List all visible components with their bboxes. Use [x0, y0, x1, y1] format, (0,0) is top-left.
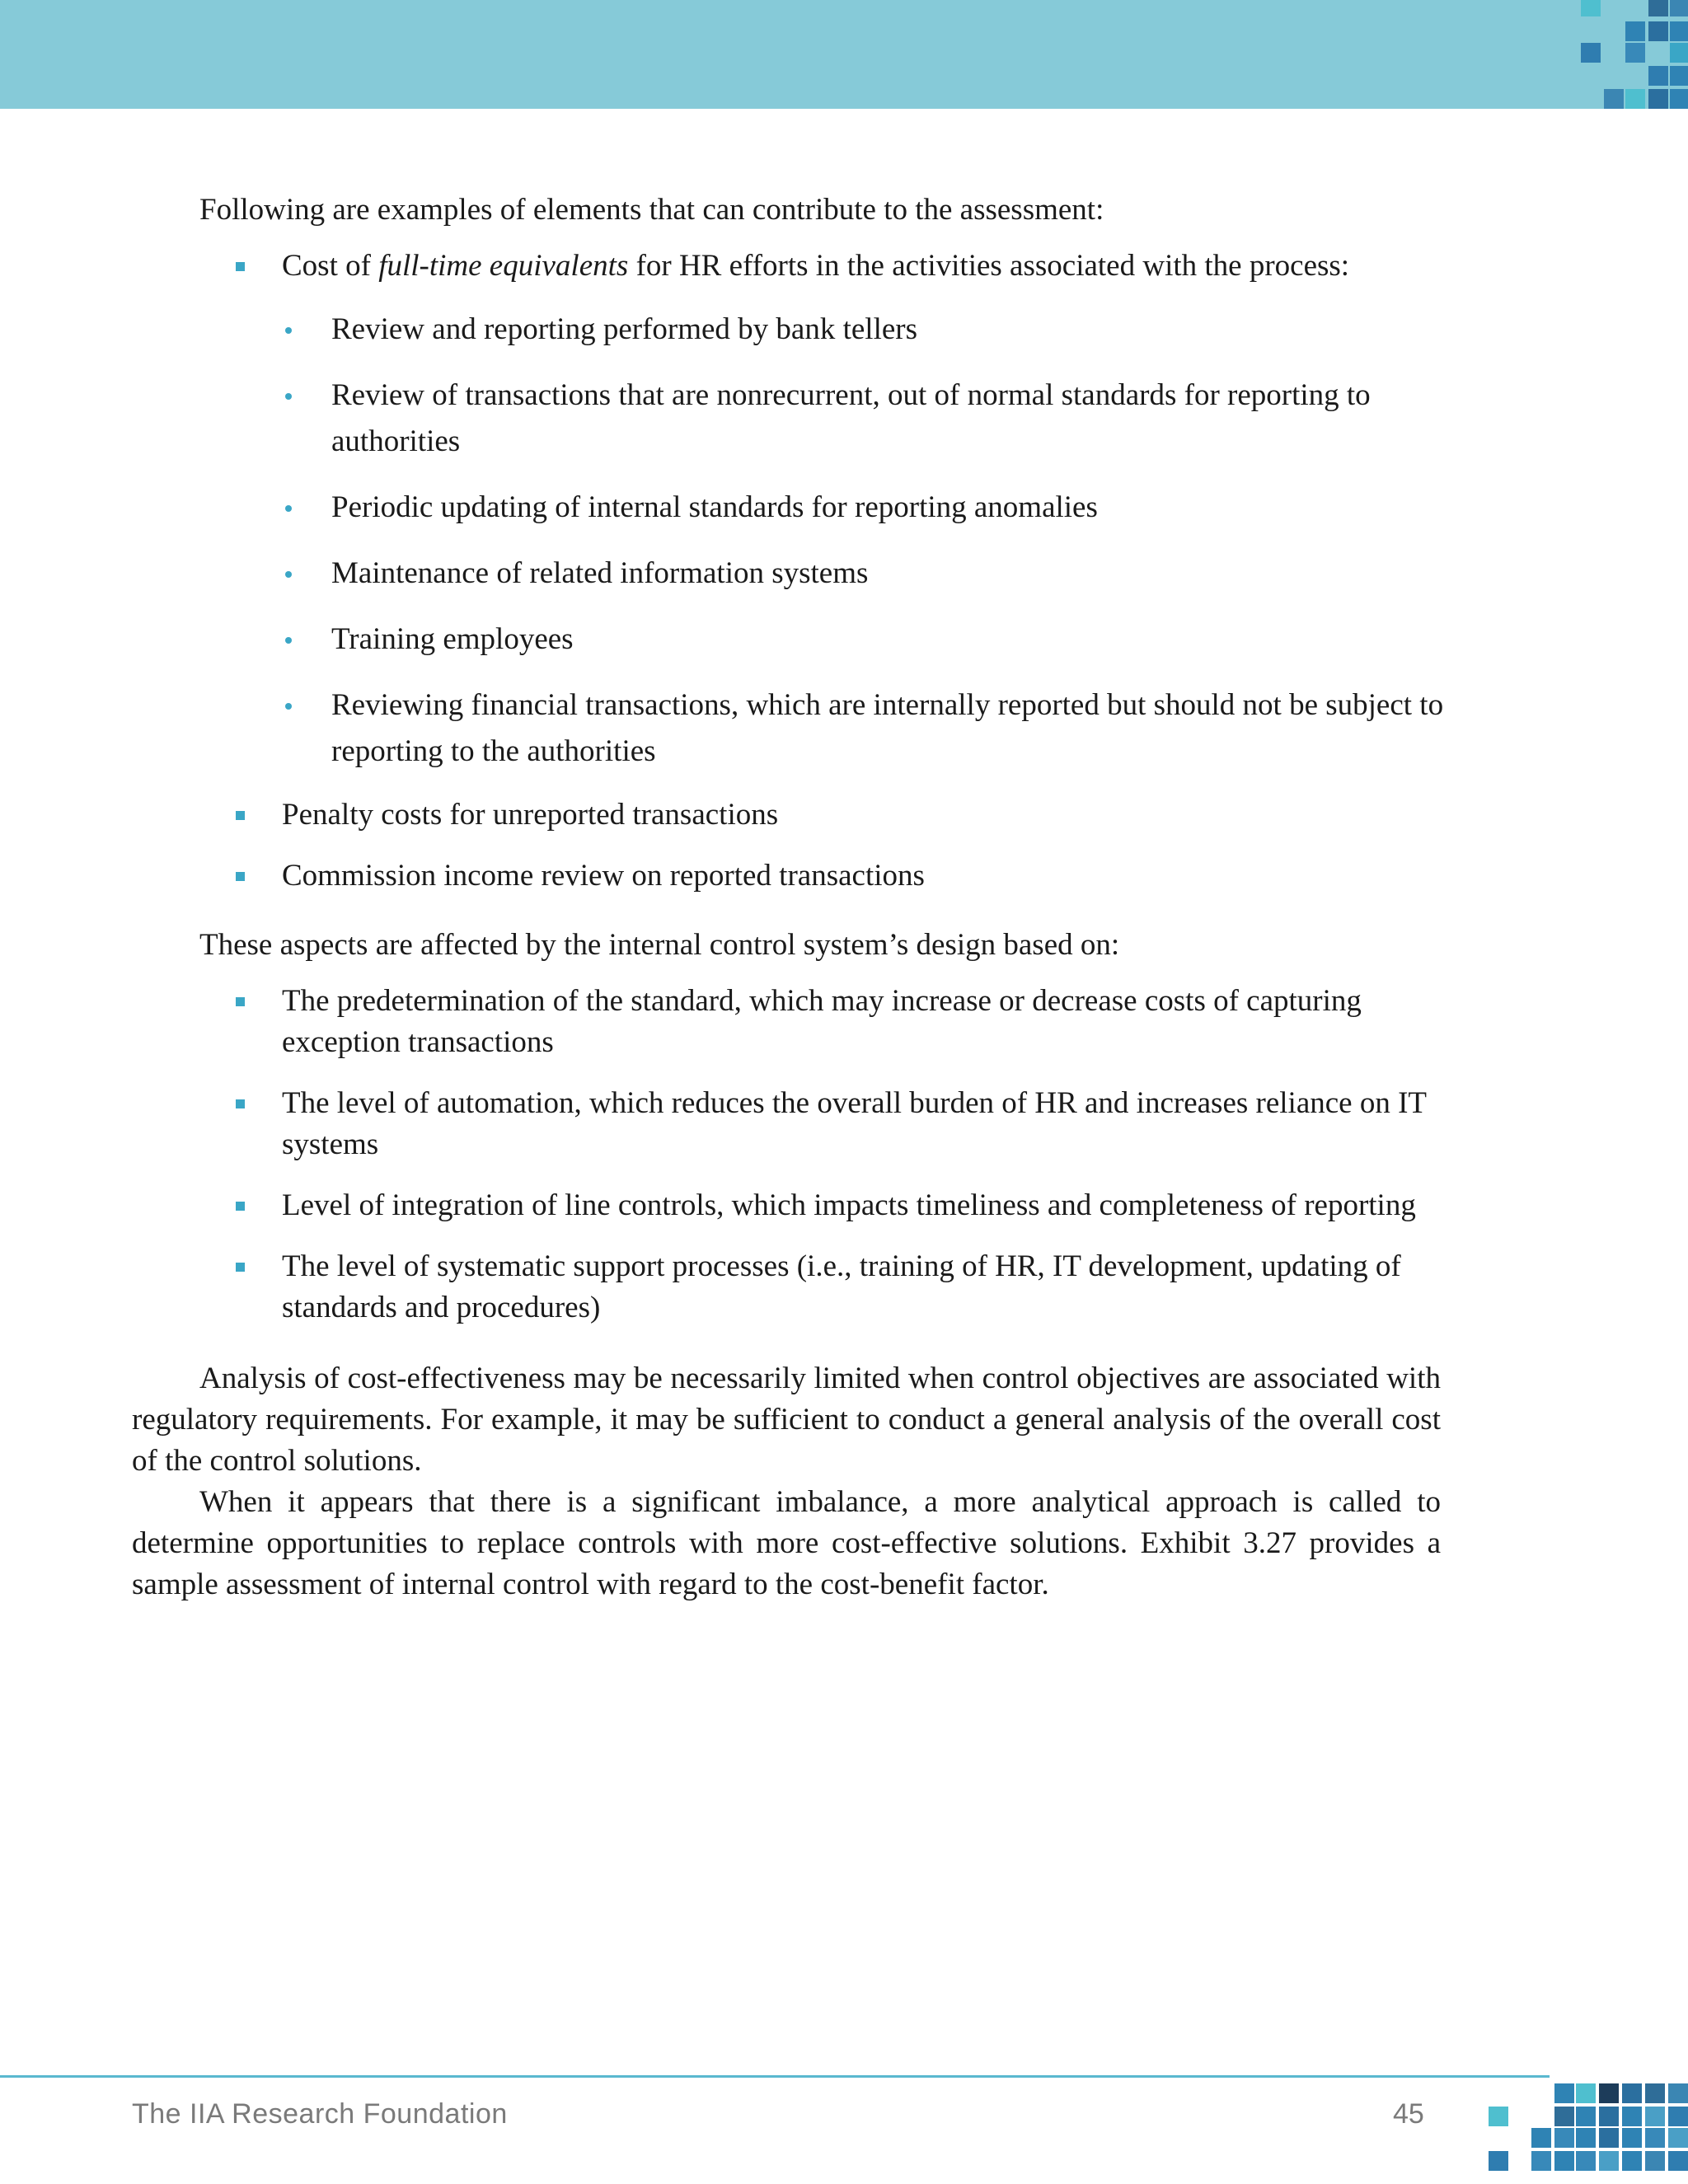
footer-divider	[0, 2075, 1550, 2078]
footer-publisher: The IIA Research Foundation	[132, 2098, 508, 2130]
intro-text: Following are examples of elements that can contribute to the assessment:	[199, 193, 1104, 227]
sub-list-item: Maintenance of related information systems	[331, 551, 1452, 597]
sub-list-item: Training employees	[331, 616, 1452, 663]
page-number: 45	[1393, 2098, 1424, 2130]
list-item: The level of systematic support processes (i.e., training of HR, IT development, updating of standards and procedures)	[282, 1246, 1452, 1329]
list-item: The level of automation, which reduces the overall burden of HR and increases reliance on IT systems	[282, 1083, 1452, 1165]
list-item: Penalty costs for unreported transactions	[282, 794, 1452, 836]
header-band	[0, 0, 1688, 109]
paragraph: Analysis of cost-effectiveness may be necessarily limited when control objectives are associated with regulatory requirements. For example, it may be sufficient to conduct a general analysis of the overall cost of the control solutions.	[132, 1361, 1441, 1478]
list-item: The predetermination of the standard, which may increase or decrease costs of capturing exception transactions	[282, 981, 1452, 1063]
sub-list-item: Reviewing financial transactions, which are internally reported but should not be subject to reporting to the authorities	[331, 682, 1452, 775]
sub-list	[282, 307, 1452, 775]
cost-elements-list	[132, 246, 1452, 897]
list-item: Level of integration of line controls, which impacts timeliness and completeness of reporting	[282, 1185, 1452, 1226]
document-body	[132, 190, 1444, 1605]
paragraph: When it appears that there is a significant imbalance, a more analytical approach is called to determine opportunities to replace controls with more cost-effective solutions. Exhibit 3.27 provides a sample assessment of internal control with regard to the cost-benefit factor.	[132, 1485, 1441, 1601]
design-aspects-list	[132, 981, 1452, 1329]
list-item: Cost of full-time equivalents for HR efforts in the activities associated with the process: Review and reporting performed by bank tellers Review of transactions that are nonrecurrent, out of normal standards for reporting to authorities Periodic updating of internal standards for reporting anomalies Maintenance of related information systems Training employees Reviewing financial transactions, which are internally reported but should not be subject to reporting to the authorities	[282, 246, 1452, 775]
list-item: Commission income review on reported transactions	[282, 855, 1452, 897]
sub-list-item: Periodic updating of internal standards for reporting anomalies	[331, 485, 1452, 531]
sub-list-item: Review and reporting performed by bank tellers	[331, 307, 1452, 353]
intro-text-2: These aspects are affected by the internal control system’s design based on:	[199, 928, 1120, 962]
sub-list-item: Review of transactions that are nonrecurrent, out of normal standards for reporting to authorities	[331, 373, 1452, 465]
emphasis-term: full-time equivalents	[378, 249, 629, 283]
